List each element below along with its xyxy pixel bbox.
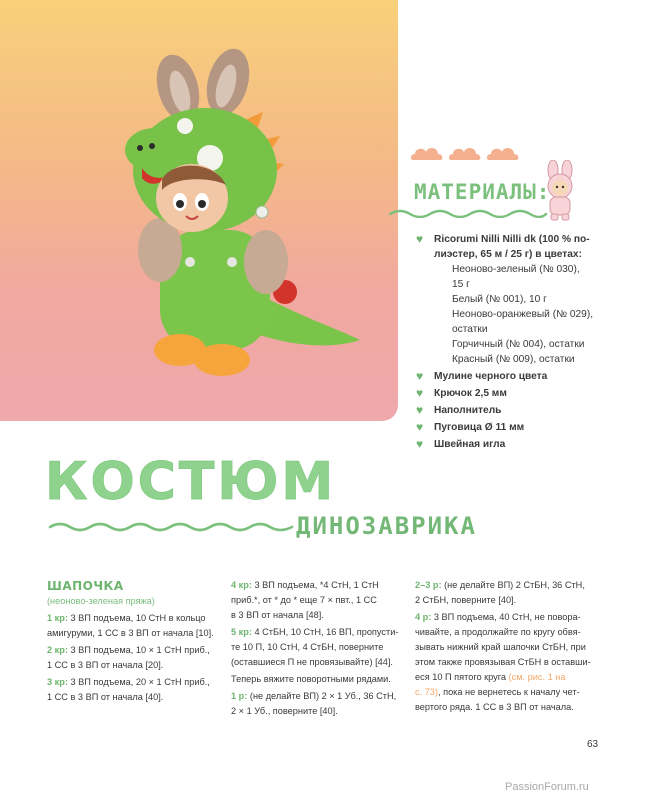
list-item: ♥ Наполнитель (416, 403, 502, 417)
pattern-row: 4 кр: 3 ВП подъема, *4 СтН, 1 СтН приб.*, от * до * еще 7 × пвт., 1 СС в 3 ВП от начала [48]. (231, 580, 379, 620)
list-item: ♥ Пуговица Ø 11 мм (416, 420, 525, 434)
pattern-row: 2–3 р: (не делайте ВП) 2 СтБН, 36 СтН, 2 СтБН, поверните [40]. (415, 580, 585, 605)
pattern-row: 3 кр: 3 ВП подъема, 20 × 1 СтН приб., 1 СС в 3 ВП от начала [40]. (47, 677, 210, 702)
product-photo (0, 0, 398, 421)
wavy-underline (48, 518, 294, 532)
cloud-icon (410, 144, 444, 162)
watermark: PassionForum.ru (505, 781, 589, 793)
list-item: ♥ Швейная игла (416, 437, 506, 451)
figure-reference[interactable]: (см. рис. 1 на (508, 672, 566, 682)
heart-icon: ♥ (416, 232, 424, 246)
pattern-row: 1 кр: 3 ВП подъема, 10 СтН в кольцо амигуруми, 1 СС в 3 ВП от начала [10]. (47, 613, 214, 638)
instructions-column-1 (47, 578, 223, 705)
section-heading: ШАПОЧКА (47, 579, 124, 593)
yarn-color-4: Горчичный (№ 004), остатки (452, 339, 585, 350)
page-title: КОСТЮМ (45, 452, 337, 512)
yarn-color-1: Неоново-зеленый (№ 030), (452, 264, 580, 275)
yarn-color-5: Красный (№ 009), остатки (452, 354, 575, 365)
pattern-row: 5 кр: 4 СтБН, 10 СтН, 16 ВП, пропусти- те 10 П, 10 СтН, 4 СтБН, поверните (оставшиеся П не провязывайте) [44]. (231, 627, 399, 667)
heart-icon: ♥ (416, 403, 424, 417)
instructions-column-2 (231, 578, 407, 719)
list-item (416, 232, 638, 262)
wavy-underline (388, 206, 548, 218)
list-item: ♥ Мулине черного цвета (416, 369, 548, 383)
list-item: ♥ Крючок 2,5 мм (416, 386, 507, 400)
heart-icon: ♥ (416, 386, 424, 400)
yarn-line-1: Ricorumi Nilli Nilli dk (100 % по- (434, 234, 590, 245)
heart-icon: ♥ (416, 420, 424, 434)
yarn-color-1-weight: 15 г (452, 279, 470, 290)
page-number: 63 (587, 739, 599, 750)
dino-toy-illustration (0, 0, 398, 421)
yarn-color-3-amount: остатки (452, 324, 488, 335)
page-subtitle: ДИНОЗАВРИКА (296, 512, 477, 540)
instructions-column-3 (415, 578, 597, 715)
pattern-row: 1 р: (не делайте ВП) 2 × 1 Уб., 36 СтН, 2 × 1 Уб., поверните [40]. (231, 691, 397, 716)
yarn-color-2: Белый (№ 001), 10 г (452, 294, 547, 305)
yarn-color-3: Неоново-оранжевый (№ 029), (452, 309, 594, 320)
heart-icon: ♥ (416, 369, 424, 383)
yarn-line-2: лиэстер, 65 м / 25 г) в цветах: (434, 249, 582, 260)
section-note: (неоново-зеленая пряжа) (47, 596, 155, 606)
cloud-icon (448, 144, 482, 162)
pattern-row: 2 кр: 3 ВП подъема, 10 × 1 СтН приб., 1 СС в 3 ВП от начала [20]. (47, 645, 210, 670)
heart-icon: ♥ (416, 437, 424, 451)
pattern-row: 4 р: 3 ВП подъема, 40 СтН, не повора- чивайте, а продолжайте по кругу обвя- зывать нижний край шапочки СтБН, при этом также провязывая СтБН в оставши- еся 10 П пятого круга (см. рис. 1 на с. 73), пока не вернетесь к началу чет- вертого ряда. 1 СС в 3 ВП от начала. (415, 612, 591, 712)
instruction-note: Теперь вяжите поворотными рядами. (231, 674, 391, 684)
figure-reference[interactable]: с. 73) (415, 687, 438, 697)
materials-list (416, 232, 638, 452)
cloud-icon (486, 144, 520, 162)
materials-heading: МАТЕРИАЛЫ: (414, 180, 551, 204)
